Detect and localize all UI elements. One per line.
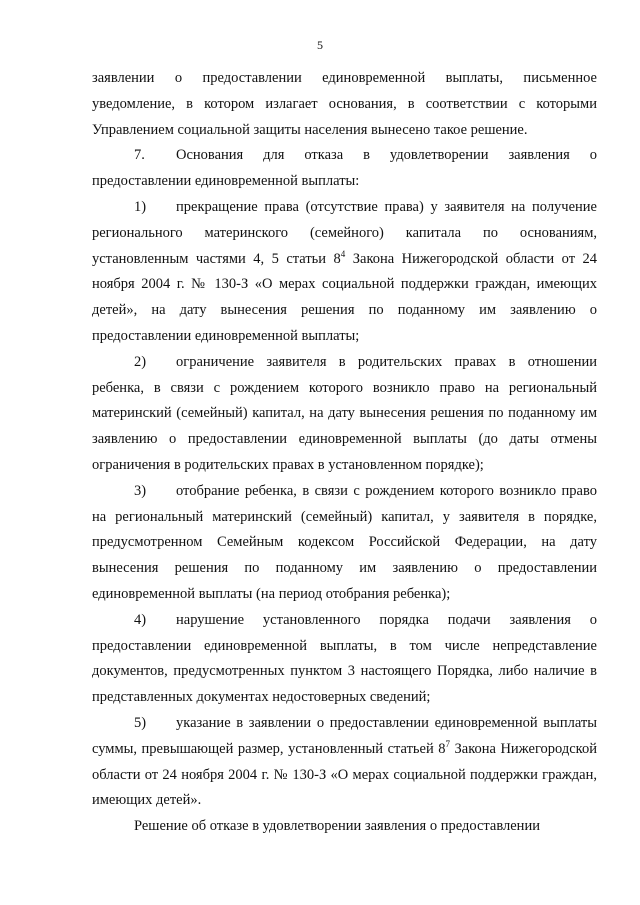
document-body (92, 66, 597, 840)
paragraph-text: Закона Нижегородской области от 24 ноября 2004 г. № 130-З «О мерах социальной поддержки граждан, имеющих детей», на дату вынесения решения по поданному им заявлению о предоставлении единовременной выплаты; (92, 250, 597, 344)
paragraph-subitem-5 (92, 711, 597, 814)
page-number: 5 (317, 38, 323, 52)
paragraph-text: Решение об отказе в удовлетворении заявления о предоставлении (134, 818, 540, 835)
item-number: 2) (134, 353, 147, 370)
item-number: 7. (134, 147, 145, 164)
paragraph-subitem-4 (92, 608, 597, 711)
paragraph-text: прекращение права (отсутствие права) у заявителя на получение регионального материнского (семейного) капитала по основаниям, установленным частями 4, 5 статьи 8 (92, 198, 597, 267)
paragraph-subitem-3 (92, 479, 597, 608)
item-number: 3) (134, 482, 147, 499)
paragraph-text: нарушение установленного порядка подачи заявления о предоставлении единовременной выплаты, в том числе непредставление документов, предусмотренных пунктом 3 настоящего Порядка, либо наличие в представленных документах недостоверных сведений; (92, 611, 597, 706)
paragraph-subitem-2 (92, 350, 597, 479)
paragraph-text: отобрание ребенка, в связи с рождением которого возникло право на региональный материнский (семейный) капитал, у заявителя в порядке, предусмотренном Семейным кодексом Российской Федерации, на дату вынесения решения по поданному им заявлению о предоставлении единовременной выплаты (на период отобрания ребенка); (92, 482, 597, 602)
paragraph-final (92, 814, 597, 840)
paragraph-continuation (92, 66, 597, 143)
paragraph-text: Основания для отказа в удовлетворении заявления о предоставлении единовременной выплаты: (92, 147, 597, 190)
item-number: 4) (134, 611, 147, 628)
paragraph-text: ограничение заявителя в родительских правах в отношении ребенка, в связи с рождением которого возникло право на региональный материнский (семейный) капитал, на дату вынесения решения по поданному им заявлению о предоставлении единовременной выплаты (до даты отмены ограничения в родительских правах в установленном порядке); (92, 353, 597, 473)
paragraph-subitem-1 (92, 195, 597, 350)
superscript: 7 (445, 738, 450, 749)
paragraph-text: заявлении о предоставлении единовременной выплаты, письменное уведомление, в котором излагает основания, в соответствии с которыми Управлением социальной защиты населения вынесено такое решение. (92, 70, 597, 138)
item-number: 5) (134, 714, 147, 731)
paragraph-text: указание в заявлении о предоставлении единовременной выплаты суммы, превышающей размер, установленный статьей 8 (92, 714, 597, 757)
superscript: 4 (340, 248, 346, 259)
item-number: 1) (134, 198, 147, 215)
paragraph-item-7 (92, 143, 597, 195)
paragraph-text: Закона Нижегородской области от 24 ноября 2004 г. № 130-З «О мерах социальной поддержки граждан, имеющих детей». (92, 740, 597, 809)
